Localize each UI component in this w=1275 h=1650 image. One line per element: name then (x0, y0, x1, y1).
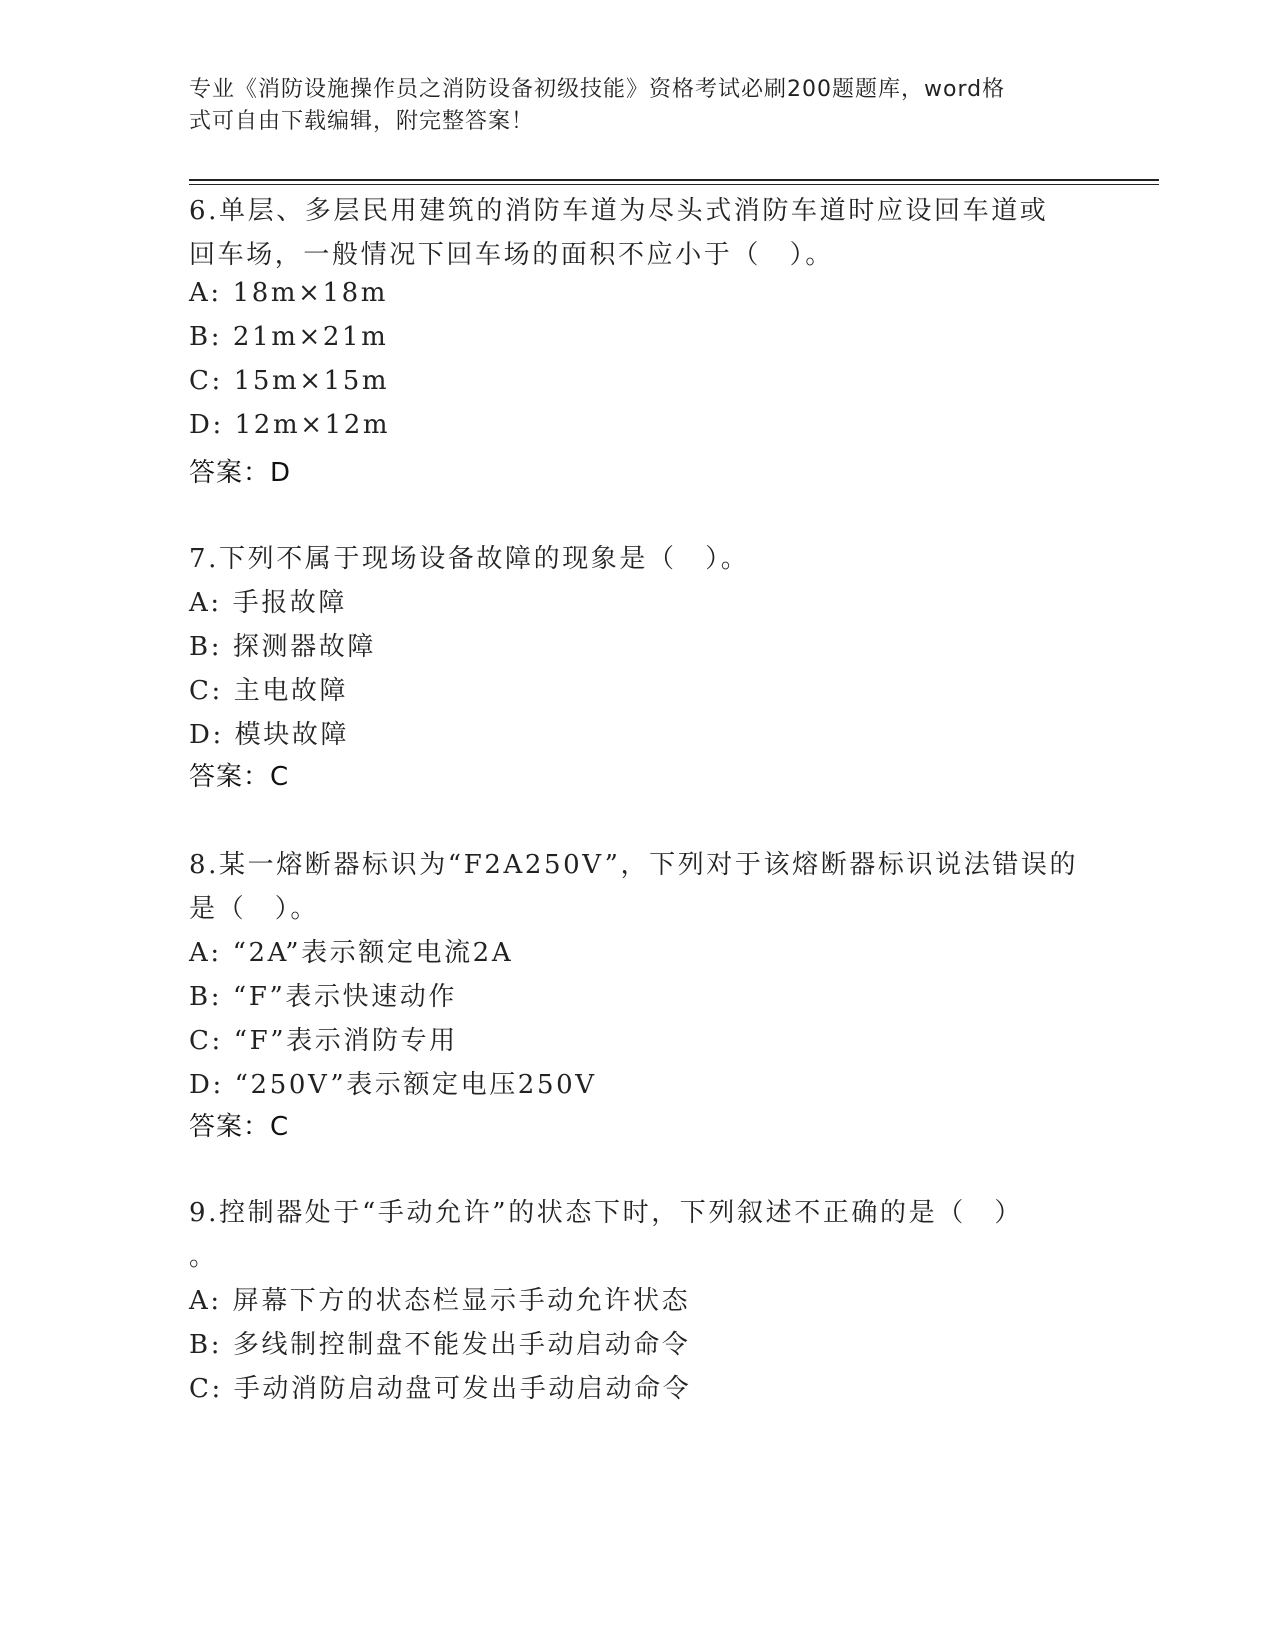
question-6-answer: 答案：D (189, 458, 292, 488)
question-7-answer: 答案：C (189, 762, 290, 792)
question-8-option-a: A: “2A”表示额定电流2A (189, 938, 514, 968)
question-8-option-d: D: “250V”表示额定电压250V (189, 1070, 597, 1100)
question-8-stem-line-1: 8.某一熔断器标识为“F2A250V”，下列对于该熔断器标识说法错误的 (189, 850, 1079, 880)
question-6-option-d: D: 12m×12m (189, 410, 391, 440)
header-line-2: 式可自由下载编辑，附完整答案！ (189, 109, 535, 134)
header-divider-thick (189, 179, 1159, 181)
question-9-option-a: A: 屏幕下方的状态栏显示手动允许状态 (189, 1286, 691, 1316)
header-line-1: 专业《消防设施操作员之消防设备初级技能》资格考试必刷200题题库，word格 (189, 77, 1006, 102)
question-7-option-c: C: 主电故障 (189, 676, 349, 706)
question-7-stem-line-1: 7.下列不属于现场设备故障的现象是（ ）。 (189, 544, 750, 574)
question-8-option-c: C: “F”表示消防专用 (189, 1026, 458, 1056)
question-9-stem-line-1: 9.控制器处于“手动允许”的状态下时，下列叙述不正确的是（ ） (189, 1198, 1023, 1228)
question-9-option-b: B: 多线制控制盘不能发出手动启动命令 (189, 1330, 691, 1360)
question-6-option-b: B: 21m×21m (189, 322, 389, 352)
document-header (189, 74, 1069, 138)
question-6-option-a: A: 18m×18m (189, 278, 389, 308)
question-6-stem-line-1: 6.单层、多层民用建筑的消防车道为尽头式消防车道时应设回车道或 (189, 196, 1049, 226)
header-divider-thin (189, 184, 1159, 185)
question-7-option-d: D: 模块故障 (189, 720, 350, 750)
question-8-answer: 答案：C (189, 1112, 290, 1142)
question-7-option-a: A: 手报故障 (189, 588, 348, 618)
question-9-option-c: C: 手动消防启动盘可发出手动启动命令 (189, 1374, 692, 1404)
question-6-option-c: C: 15m×15m (189, 366, 390, 396)
question-8-stem-line-2: 是（ ）。 (189, 894, 320, 924)
question-9-stem-line-2: 。 (189, 1242, 218, 1272)
question-7-option-b: B: 探测器故障 (189, 632, 376, 662)
question-6-stem-line-2: 回车场，一般情况下回车场的面积不应小于（ ）。 (189, 240, 834, 270)
question-8-option-b: B: “F”表示快速动作 (189, 982, 457, 1012)
